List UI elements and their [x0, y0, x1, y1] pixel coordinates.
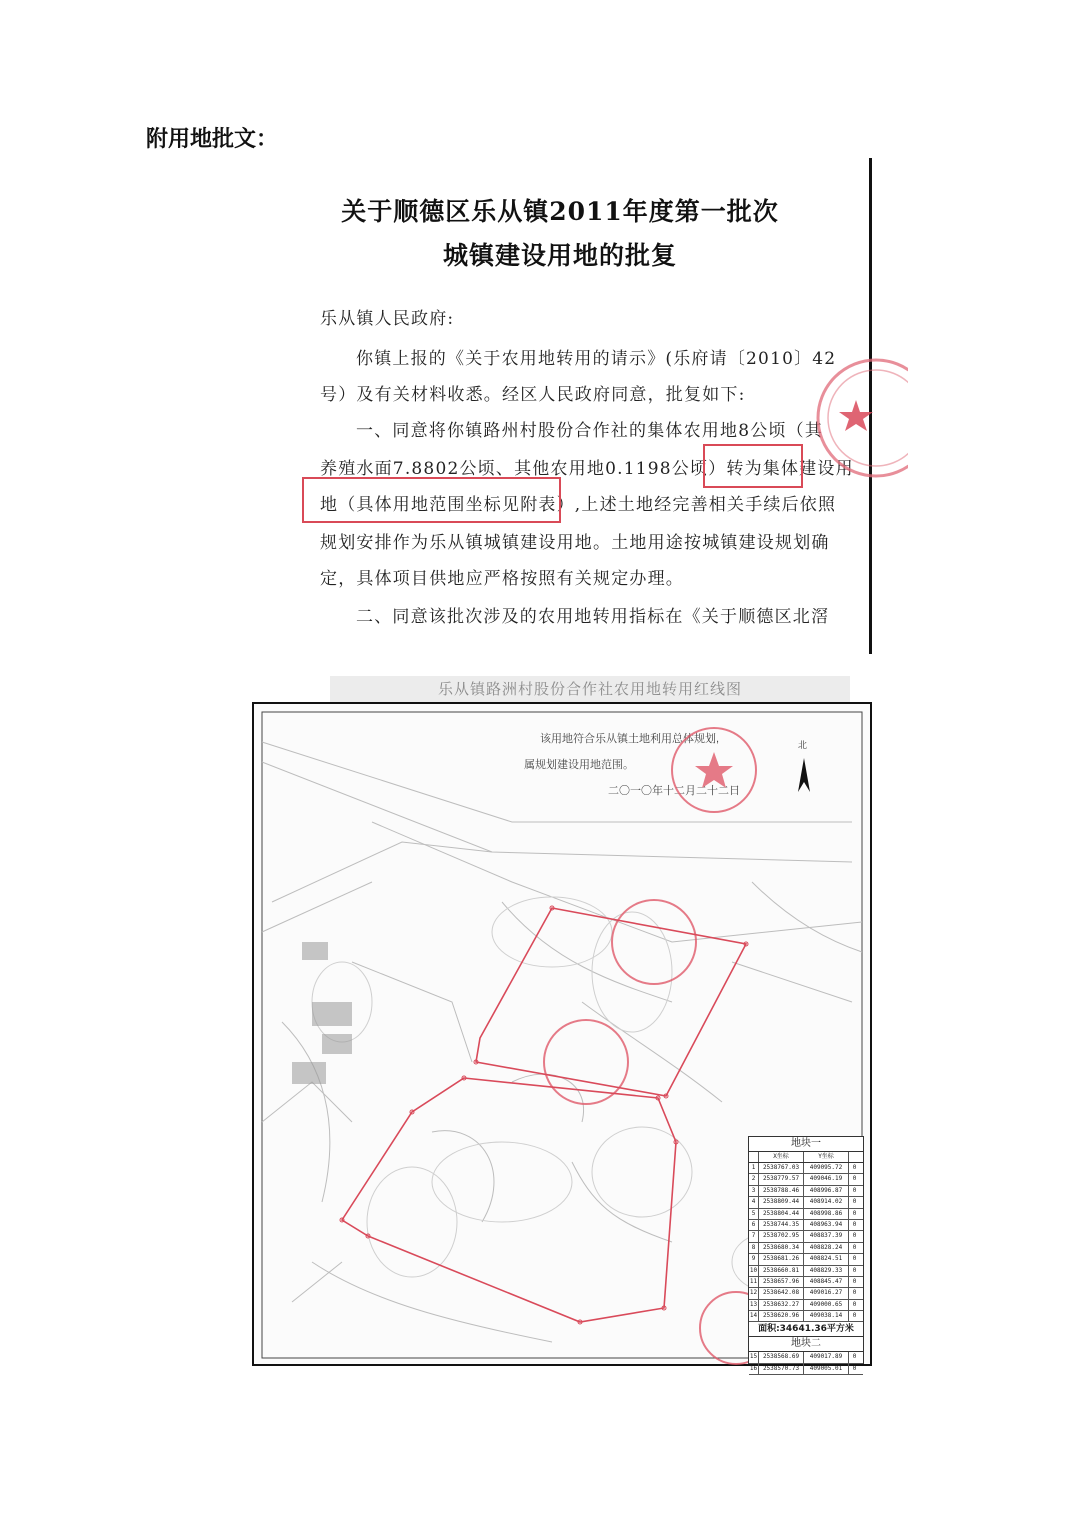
table-cell: 0 — [852, 1364, 857, 1372]
table-row — [749, 1174, 863, 1185]
table-cell: 0 — [852, 1243, 857, 1251]
table-cell: 10 — [749, 1266, 759, 1276]
highlight-box-bottom — [302, 477, 561, 523]
table-cell: 2538788.46 — [759, 1186, 804, 1196]
table-cell: 12 — [749, 1288, 759, 1298]
table-cell: 0 — [852, 1300, 857, 1308]
table-row — [749, 1277, 863, 1288]
table-cell: 408837.39 — [804, 1231, 849, 1241]
table-cell: 409016.27 — [804, 1288, 849, 1298]
table-cell: 2 — [749, 1174, 759, 1184]
table-area-total: 面积:34641.36平方米 — [749, 1322, 863, 1337]
table-cell: 4 — [749, 1197, 759, 1207]
body-line: 你镇上报的《关于农用地转用的请示》(乐府请〔2010〕42 — [356, 349, 837, 369]
table-header-cell — [849, 1152, 860, 1162]
table-cell: 408914.02 — [804, 1197, 849, 1207]
table-cell: 408845.47 — [804, 1277, 849, 1287]
table-cell: 408828.24 — [804, 1243, 849, 1253]
table-cell: 2538657.96 — [759, 1277, 804, 1287]
table-cell: 0 — [852, 1277, 857, 1285]
table-row — [749, 1300, 863, 1311]
body-line: 地（具体用地范围坐标见附表）,上述土地经完善相关手续后依照 — [320, 495, 837, 515]
table-cell: 2538568.69 — [759, 1352, 804, 1362]
table-cell: 0 — [852, 1312, 857, 1320]
body-line: 规划安排作为乐从镇城镇建设用地。土地用途按城镇建设规划确 — [320, 533, 830, 553]
table-cell: 2538632.27 — [759, 1300, 804, 1310]
table-cell: 0 — [852, 1220, 857, 1228]
table-cell: 408996.87 — [804, 1186, 849, 1196]
highlight-box-top — [703, 444, 803, 488]
table-row — [749, 1197, 863, 1208]
table-cell: 0 — [852, 1232, 857, 1240]
table-block2-title: 地块二 — [749, 1337, 863, 1352]
table-header-cell: Y坐标 — [804, 1152, 849, 1162]
table-cell: 409095.72 — [804, 1163, 849, 1173]
table-cell: 2538767.03 — [759, 1163, 804, 1173]
table-row — [749, 1231, 863, 1242]
official-seal-partial — [812, 352, 908, 482]
table-cell: 0 — [852, 1353, 857, 1361]
table-cell: 408963.94 — [804, 1220, 849, 1230]
table-cell: 0 — [852, 1266, 857, 1274]
body-line: 养殖水面7.8802公顷、其他农用地0.1198公顷）转为集体建设用 — [320, 459, 854, 479]
table-cell: 408998.86 — [804, 1209, 849, 1219]
table-cell: 15 — [749, 1352, 759, 1362]
document-title-line-1: 关于顺德区乐从镇2011年度第一批次 — [341, 197, 779, 226]
table-cell: 2538680.34 — [759, 1243, 804, 1253]
body-line: 一、同意将你镇路州村股份合作社的集体农用地8公顷（其 — [356, 421, 824, 441]
table-row — [749, 1186, 863, 1197]
table-row — [749, 1352, 863, 1363]
table-cell: 8 — [749, 1243, 759, 1253]
table-cell: 2538642.08 — [759, 1288, 804, 1298]
table-cell: 0 — [852, 1198, 857, 1206]
table-cell: 2538779.57 — [759, 1174, 804, 1184]
body-line: 定，具体项目供地应严格按照有关规定办理。 — [320, 569, 684, 589]
table-cell: 16 — [749, 1364, 759, 1374]
table-row — [749, 1364, 863, 1375]
table-cell: 0 — [852, 1289, 857, 1297]
body-line: 号）及有关材料收悉。经区人民政府同意，批复如下: — [320, 385, 746, 405]
table-cell: 2538702.95 — [759, 1231, 804, 1241]
table-cell: 0 — [852, 1255, 857, 1263]
table-row — [749, 1254, 863, 1265]
table-header-cell: X坐标 — [759, 1152, 804, 1162]
table-cell: 14 — [749, 1311, 759, 1321]
table-cell: 6 — [749, 1220, 759, 1230]
table-block1-title: 地块一 — [749, 1137, 863, 1152]
table-cell: 13 — [749, 1300, 759, 1310]
map-annotation-date: 二〇一〇年十二月二十二日 — [608, 785, 740, 797]
table-row — [749, 1209, 863, 1220]
table-cell: 2538809.44 — [759, 1197, 804, 1207]
table-row — [749, 1163, 863, 1174]
body-line: 二、同意该批次涉及的农用地转用指标在《关于顺德区北滘 — [356, 607, 830, 627]
table-cell: 2538681.26 — [759, 1254, 804, 1264]
table-header-row — [749, 1152, 863, 1163]
table-cell: 409038.14 — [804, 1311, 849, 1321]
table-cell: 0 — [852, 1164, 857, 1171]
table-cell: 409000.65 — [804, 1300, 849, 1310]
table-cell: 408829.33 — [804, 1266, 849, 1276]
table-cell: 3 — [749, 1186, 759, 1196]
table-cell: 2538570.73 — [759, 1364, 804, 1374]
coordinate-table — [748, 1136, 864, 1372]
table-cell: 409005.01 — [804, 1364, 849, 1374]
table-cell: 0 — [852, 1175, 857, 1183]
table-row — [749, 1288, 863, 1299]
table-cell: 0 — [852, 1186, 857, 1194]
table-cell: 5 — [749, 1209, 759, 1219]
table-cell: 7 — [749, 1231, 759, 1241]
table-cell: 2538804.44 — [759, 1209, 804, 1219]
table-cell: 408824.51 — [804, 1254, 849, 1264]
table-row — [749, 1311, 863, 1322]
table-row — [749, 1266, 863, 1277]
table-cell: 9 — [749, 1254, 759, 1264]
table-cell: 1 — [749, 1163, 759, 1173]
map-annotation-2: 属规划建设用地范围。 — [524, 759, 634, 771]
attachment-label: 附用地批文： — [146, 127, 279, 152]
map-annotation-1: 该用地符合乐从镇土地利用总体规划, — [540, 733, 720, 745]
north-label: 北 — [798, 740, 808, 750]
table-cell: 409046.19 — [804, 1174, 849, 1184]
addressee-line: 乐从镇人民政府: — [320, 309, 455, 329]
table-row — [749, 1243, 863, 1254]
table-cell: 2538744.35 — [759, 1220, 804, 1230]
table-cell: 409017.89 — [804, 1352, 849, 1362]
table-row — [749, 1220, 863, 1231]
table-cell: 11 — [749, 1277, 759, 1287]
map-title: 乐从镇路洲村股份合作社农用地转用红线图 — [330, 676, 850, 702]
table-header-cell — [749, 1152, 759, 1162]
table-cell: 2538660.81 — [759, 1266, 804, 1276]
table-cell: 0 — [852, 1209, 857, 1217]
table-cell: 2538620.96 — [759, 1311, 804, 1321]
document-title-line-2: 城镇建设用地的批复 — [442, 241, 677, 270]
